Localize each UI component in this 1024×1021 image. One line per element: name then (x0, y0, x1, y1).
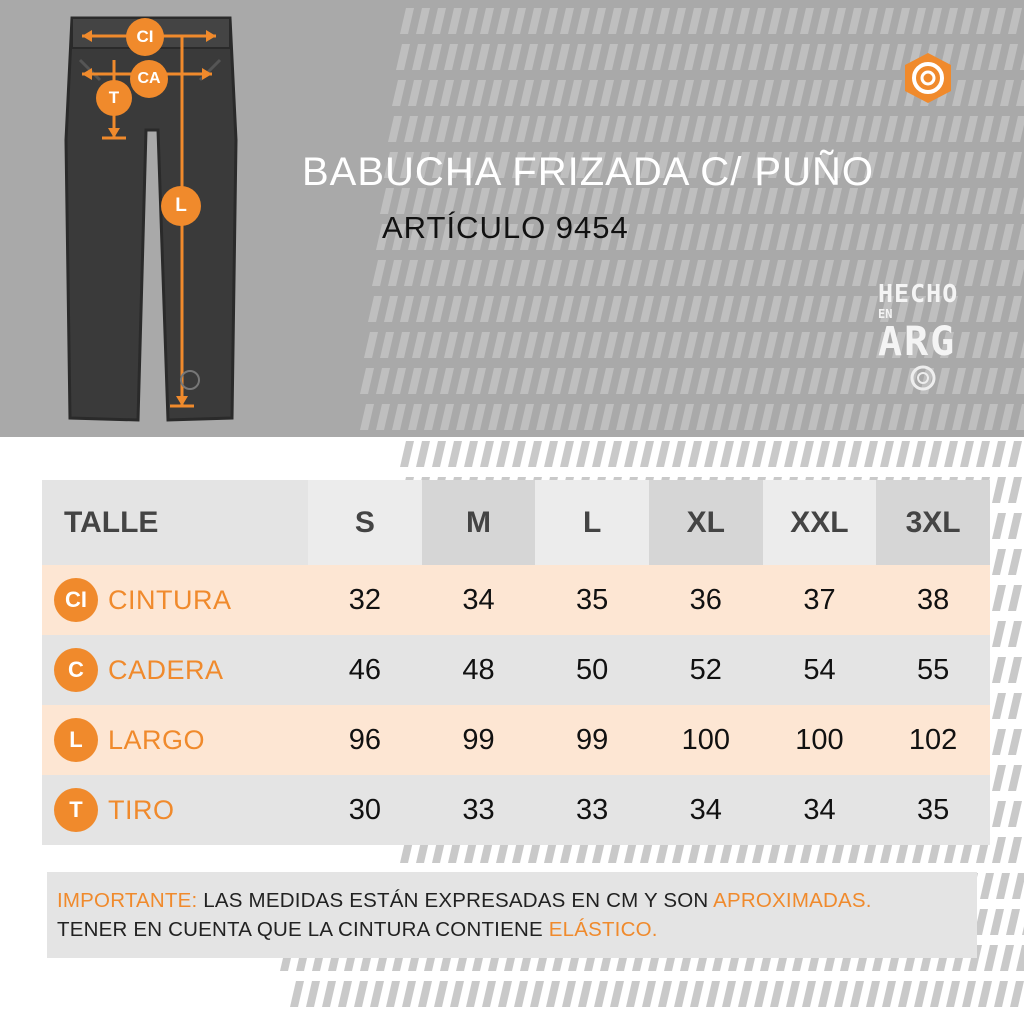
table-cell: 54 (803, 653, 836, 686)
table-cell: 100 (681, 723, 730, 756)
table-row (42, 705, 990, 775)
table-header-row (42, 480, 990, 565)
diagram-label-t: T (96, 80, 132, 116)
table-cell: 37 (803, 583, 836, 616)
brand-logo-icon (900, 50, 956, 106)
measure-name: LARGO (108, 724, 206, 755)
header-size: S (308, 480, 422, 565)
table-cell: 35 (916, 793, 950, 826)
header-talle: TALLE (42, 480, 308, 565)
note-highlight-1: APROXIMADAS. (713, 889, 872, 912)
diagram-label-l: L (161, 186, 201, 226)
header-size: XL (649, 480, 763, 565)
table-cell: 34 (462, 583, 495, 616)
note-text-2: TENER EN CUENTA QUE LA CINTURA CONTIENE (57, 918, 549, 941)
table-cell: 99 (462, 723, 495, 756)
header-size: XXL (763, 480, 877, 565)
table-cell: 55 (916, 653, 950, 686)
table-cell: 50 (576, 653, 609, 686)
important-note (47, 872, 977, 958)
table-row (42, 635, 990, 705)
table-cell: 30 (348, 793, 381, 826)
table-cell: 96 (348, 723, 381, 756)
diagram-label-ci: CI (126, 18, 164, 56)
product-title: BABUCHA FRIZADA C/ PUÑO (302, 150, 874, 194)
table-cell: 102 (908, 723, 958, 756)
table-cell: 33 (576, 793, 609, 826)
measure-name: CINTURA (108, 584, 232, 615)
table-cell: 100 (795, 723, 844, 756)
pants-diagram (40, 0, 270, 430)
table-cell: 34 (689, 793, 722, 826)
row-label (42, 565, 308, 635)
measure-code-badge: T (54, 788, 98, 832)
row-label (42, 705, 308, 775)
table-row (42, 565, 990, 635)
table-cell: 34 (803, 793, 836, 826)
hecho-en-arg-badge (878, 280, 970, 397)
table-cell: 38 (916, 583, 950, 616)
table-cell: 48 (462, 653, 495, 686)
measure-name: TIRO (108, 794, 175, 825)
measure-name: CADERA (108, 654, 224, 685)
product-banner (0, 0, 1024, 437)
table-cell: 33 (462, 793, 495, 826)
size-table (42, 480, 990, 845)
table-cell: 35 (576, 583, 609, 616)
table-cell: 36 (689, 583, 722, 616)
diagram-label-ca: CA (130, 60, 168, 98)
header-size: 3XL (876, 480, 990, 565)
table-cell: 52 (689, 653, 722, 686)
table-row (42, 775, 990, 845)
row-label (42, 775, 308, 845)
note-highlight-2: ELÁSTICO. (548, 918, 658, 941)
row-label (42, 635, 308, 705)
hecho-line3: ARG (878, 319, 957, 365)
hecho-line1: HECHO (878, 279, 959, 308)
header-size: L (535, 480, 649, 565)
measure-code-badge: L (54, 718, 98, 762)
table-cell: 46 (348, 653, 381, 686)
product-article: ARTÍCULO 9454 (382, 210, 629, 245)
header-size: M (422, 480, 536, 565)
note-text-1: LAS MEDIDAS ESTÁN EXPRESADAS EN CM Y SON (197, 889, 714, 912)
table-cell: 32 (348, 583, 381, 616)
measure-code-badge: C (54, 648, 98, 692)
table-cell: 99 (576, 723, 609, 756)
note-prefix: IMPORTANTE: (57, 889, 198, 912)
small-logo-icon (908, 363, 938, 393)
hecho-line2: EN (878, 307, 893, 321)
measure-code-badge: CI (54, 578, 98, 622)
